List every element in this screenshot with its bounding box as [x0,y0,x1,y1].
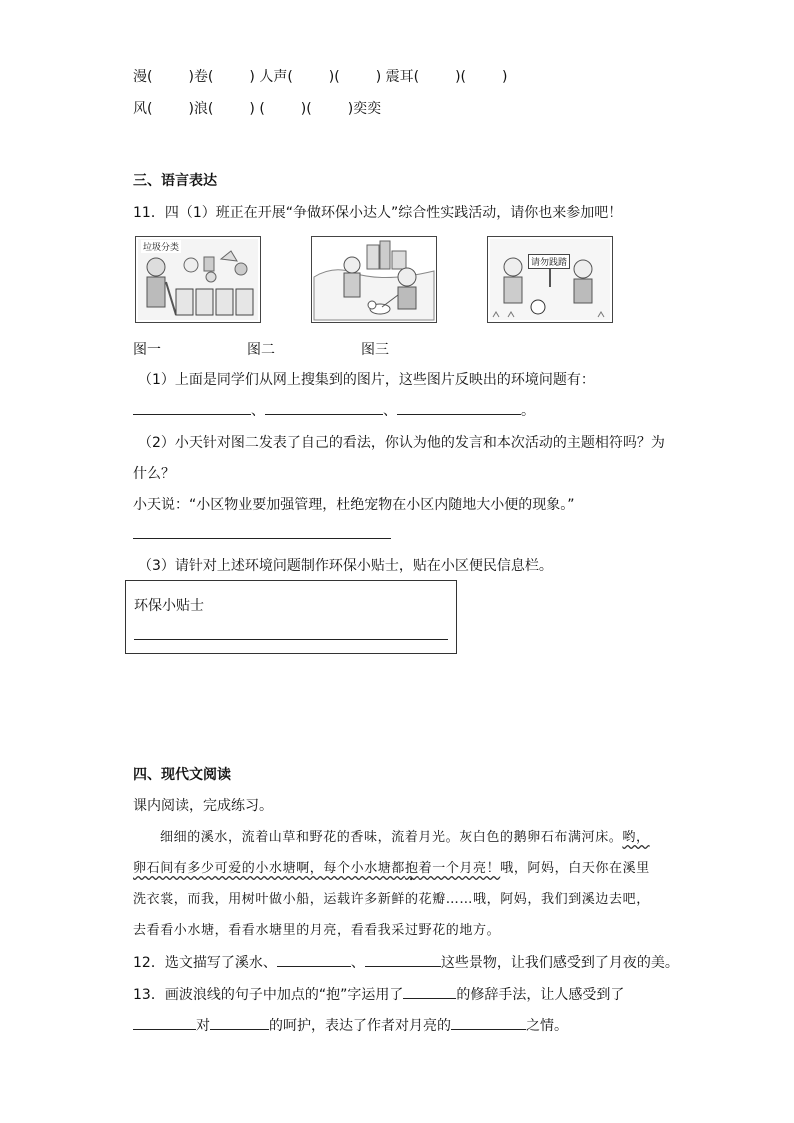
caption-picture-3: 图三 [361,342,389,358]
question-11: 11．四（1）班正在开展“争做环保小达人”综合性实践活动，请你也来参加吧！ [133,205,623,221]
wavy-underlined-sentence [133,861,500,876]
picture-1 [135,236,261,323]
section-heading-4: 四、现代文阅读 [133,767,231,783]
word-fill-text: )奕奕 [347,101,382,117]
question-13-cont [133,1017,568,1035]
answer-blank[interactable] [397,402,521,415]
word-fill-text: ) 震耳( [375,69,420,85]
sub-question-2-cont: 什么？ [133,466,175,482]
sub-question-3: （3）请针对上述环境问题制作环保小贴士，贴在小区便民信息栏。 [138,558,553,574]
garbage-sorting-sign: 垃圾分类 [141,240,181,253]
passage-line-4: 去看看小水塘，看看水塘里的月亮，看看我采过野花的地方。 [133,923,501,938]
question-text: 对 [196,1018,210,1034]
passage-line-3: 洗衣裳，而我，用树叶做小船，运载许多新鲜的花瓣……哦，阿妈，我们到溪边去吧， [133,892,650,907]
wavy-underlined-text: 哟， [622,830,650,845]
picture-2 [311,236,437,323]
question-text: 12．选文描写了溪水、 [133,955,277,971]
reading-intro: 课内阅读，完成练习。 [133,798,273,814]
answer-blank[interactable] [403,986,456,999]
word-fill-text: ) ( [249,101,265,117]
answer-blank[interactable] [451,1017,526,1030]
word-fill-text: 漫( [133,69,153,85]
section-heading-3: 三、语言表达 [133,173,217,189]
wavy-text: 卵石间有多少可爱的小水塘啊，每个小水塘都 [133,861,406,876]
answer-blank[interactable] [133,1017,196,1030]
question-text: 的修辞手法，让人感受到了 [456,987,625,1003]
word-fill-text: )( [455,69,467,85]
separator: 。 [521,403,535,419]
question-text: 的呵护，表达了作者对月亮的 [269,1018,451,1034]
passage-text: 细细的溪水，流着山草和野花的香味，流着月光。灰白色的鹅卵石布满河床。 [160,830,623,845]
answer-blank[interactable] [265,402,383,415]
xiaotian-quote: 小天说：“小区物业要加强管理，杜绝宠物在小区内随地大小便的现象。” [133,497,575,513]
question-text: 这些景物，让我们感受到了月夜的美。 [440,955,679,971]
dotted-char: 抱 [405,861,419,876]
passage-line-2 [133,860,663,884]
word-row-2 [133,100,381,118]
eco-tip-title: 环保小贴士 [134,598,204,614]
answer-blank[interactable] [210,1017,269,1030]
word-row-1 [133,68,508,86]
eco-tip-answer-line[interactable] [134,639,448,640]
word-fill-text: ) [502,69,508,85]
answer-blank[interactable] [277,954,351,967]
keep-off-grass-sign: 请勿践踏 [528,254,570,269]
word-fill-text: )浪( [188,101,214,117]
word-fill-text: )( [300,101,312,117]
question-text: 之情。 [526,1018,568,1034]
caption-picture-2: 图二 [247,342,275,358]
wavy-text: 着一个月亮！ [418,861,501,876]
answer-blank[interactable] [365,954,441,967]
picture-3 [487,236,613,323]
dog-walking-illustration [312,237,436,322]
answer-line-row-1 [133,402,535,420]
word-fill-text: )( [328,69,340,85]
question-13 [133,986,624,1004]
word-fill-text: 风( [133,101,153,117]
separator: 、 [383,403,397,419]
passage-line-1 [160,829,690,847]
caption-picture-1: 图一 [133,342,161,358]
answer-blank[interactable] [133,402,251,415]
question-12 [133,954,679,972]
answer-blank-2[interactable] [133,526,391,539]
word-fill-text: )卷( [188,69,214,85]
question-text: 13．画波浪线的句子中加点的“抱”字运用了 [133,987,404,1003]
separator: 、 [251,403,265,419]
lawn-illustration [488,237,612,322]
word-fill-text: ) 人声( [249,69,293,85]
question-text: 、 [350,955,365,971]
sub-question-2: （2）小天针对图二发表了自己的看法，你认为他的发言和本次活动的主题相符吗？为 [138,435,665,451]
eco-tip-box [125,580,457,654]
passage-text: 哦，阿妈，白天你在溪里 [500,861,650,876]
sub-question-1: （1）上面是同学们从网上搜集到的图片，这些图片反映出的环境问题有： [138,372,595,388]
